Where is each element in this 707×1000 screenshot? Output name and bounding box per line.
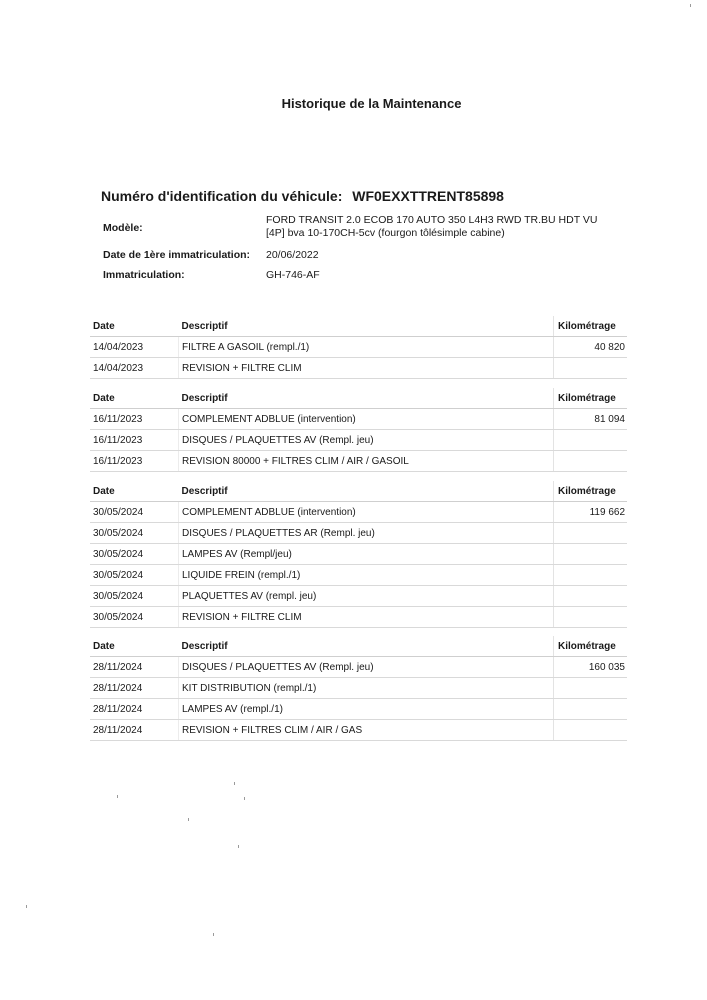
row-km [554,586,628,607]
plate-label: Immatriculation: [103,269,185,281]
row-km [554,565,628,586]
table-row [90,586,627,607]
row-km [554,358,628,379]
row-description: COMPLEMENT ADBLUE (intervention) [179,502,554,523]
table-row [90,678,627,699]
row-description: LAMPES AV (Rempl/jeu) [179,544,554,565]
model-line-2: [4P] bva 10-170CH-5cv (fourgon tôlésimple cabine) [266,227,505,239]
page-title: Historique de la Maintenance [281,96,462,111]
vin-label: Numéro d'identification du véhicule: [101,188,343,204]
row-date: 16/11/2023 [90,451,179,472]
maintenance-table-2 [90,388,627,472]
table-row [90,502,627,523]
table-row [90,565,627,586]
model-value [266,214,606,240]
table-row [90,523,627,544]
table-row [90,358,627,379]
row-description: DISQUES / PLAQUETTES AR (Rempl. jeu) [179,523,554,544]
row-date: 30/05/2024 [90,607,179,628]
row-km [554,451,628,472]
row-description: PLAQUETTES AV (rempl. jeu) [179,586,554,607]
model-line-1: FORD TRANSIT 2.0 ECOB 170 AUTO 350 L4H3 RWD TR.BU HDT VU [266,214,598,226]
first-registration-value: 20/06/2022 [266,249,319,261]
header-date: Date [90,388,179,409]
row-date: 28/11/2024 [90,678,179,699]
row-km [554,720,628,741]
table-row [90,337,627,358]
first-registration-label: Date de 1ère immatriculation: [103,249,251,261]
table-row [90,430,627,451]
row-km [554,523,628,544]
row-description: REVISION + FILTRE CLIM [179,607,554,628]
row-date: 30/05/2024 [90,523,179,544]
row-date: 14/04/2023 [90,358,179,379]
header-km: Kilométrage [554,481,628,502]
maintenance-table-3 [90,481,627,628]
row-date: 16/11/2023 [90,409,179,430]
header-km: Kilométrage [554,388,628,409]
table-row [90,607,627,628]
row-km: 160 035 [554,657,628,678]
table-row [90,409,627,430]
scan-speck [26,905,27,908]
header-km: Kilométrage [554,316,628,337]
vin-value: WF0EXXTTRENT85898 [352,188,504,204]
scan-speck [117,795,118,798]
row-km: 119 662 [554,502,628,523]
row-description: DISQUES / PLAQUETTES AV (Rempl. jeu) [179,657,554,678]
header-description: Descriptif [179,636,554,657]
maintenance-table-1 [90,316,627,379]
row-date: 30/05/2024 [90,565,179,586]
row-km [554,607,628,628]
header-date: Date [90,636,179,657]
scan-speck [188,818,189,821]
scan-speck [238,845,239,848]
scan-speck [234,782,235,785]
row-km [554,430,628,451]
header-description: Descriptif [179,481,554,502]
row-date: 30/05/2024 [90,586,179,607]
table-header [90,316,627,337]
row-date: 28/11/2024 [90,720,179,741]
row-description: FILTRE A GASOIL (rempl./1) [179,337,554,358]
row-description: KIT DISTRIBUTION (rempl./1) [179,678,554,699]
row-date: 30/05/2024 [90,544,179,565]
header-km: Kilométrage [554,636,628,657]
row-date: 14/04/2023 [90,337,179,358]
row-description: LAMPES AV (rempl./1) [179,699,554,720]
row-date: 28/11/2024 [90,657,179,678]
plate-value: GH-746-AF [266,269,320,281]
header-date: Date [90,316,179,337]
table-row [90,451,627,472]
table-header [90,388,627,409]
row-km: 40 820 [554,337,628,358]
row-km [554,544,628,565]
table-header [90,636,627,657]
scan-speck [244,797,245,800]
header-date: Date [90,481,179,502]
vin-line [101,188,504,204]
table-row [90,699,627,720]
table-row [90,544,627,565]
header-description: Descriptif [179,388,554,409]
scan-speck [213,933,214,936]
row-description: COMPLEMENT ADBLUE (intervention) [179,409,554,430]
row-km [554,699,628,720]
table-row [90,720,627,741]
row-description: REVISION + FILTRE CLIM [179,358,554,379]
row-description: DISQUES / PLAQUETTES AV (Rempl. jeu) [179,430,554,451]
table-header [90,481,627,502]
row-description: REVISION + FILTRES CLIM / AIR / GAS [179,720,554,741]
table-row [90,657,627,678]
row-description: REVISION 80000 + FILTRES CLIM / AIR / GASOIL [179,451,554,472]
header-description: Descriptif [179,316,554,337]
row-date: 30/05/2024 [90,502,179,523]
scan-speck [690,4,691,7]
model-label: Modèle: [103,222,143,234]
row-date: 28/11/2024 [90,699,179,720]
maintenance-table-4 [90,636,627,741]
row-description: LIQUIDE FREIN (rempl./1) [179,565,554,586]
row-date: 16/11/2023 [90,430,179,451]
row-km: 81 094 [554,409,628,430]
row-km [554,678,628,699]
